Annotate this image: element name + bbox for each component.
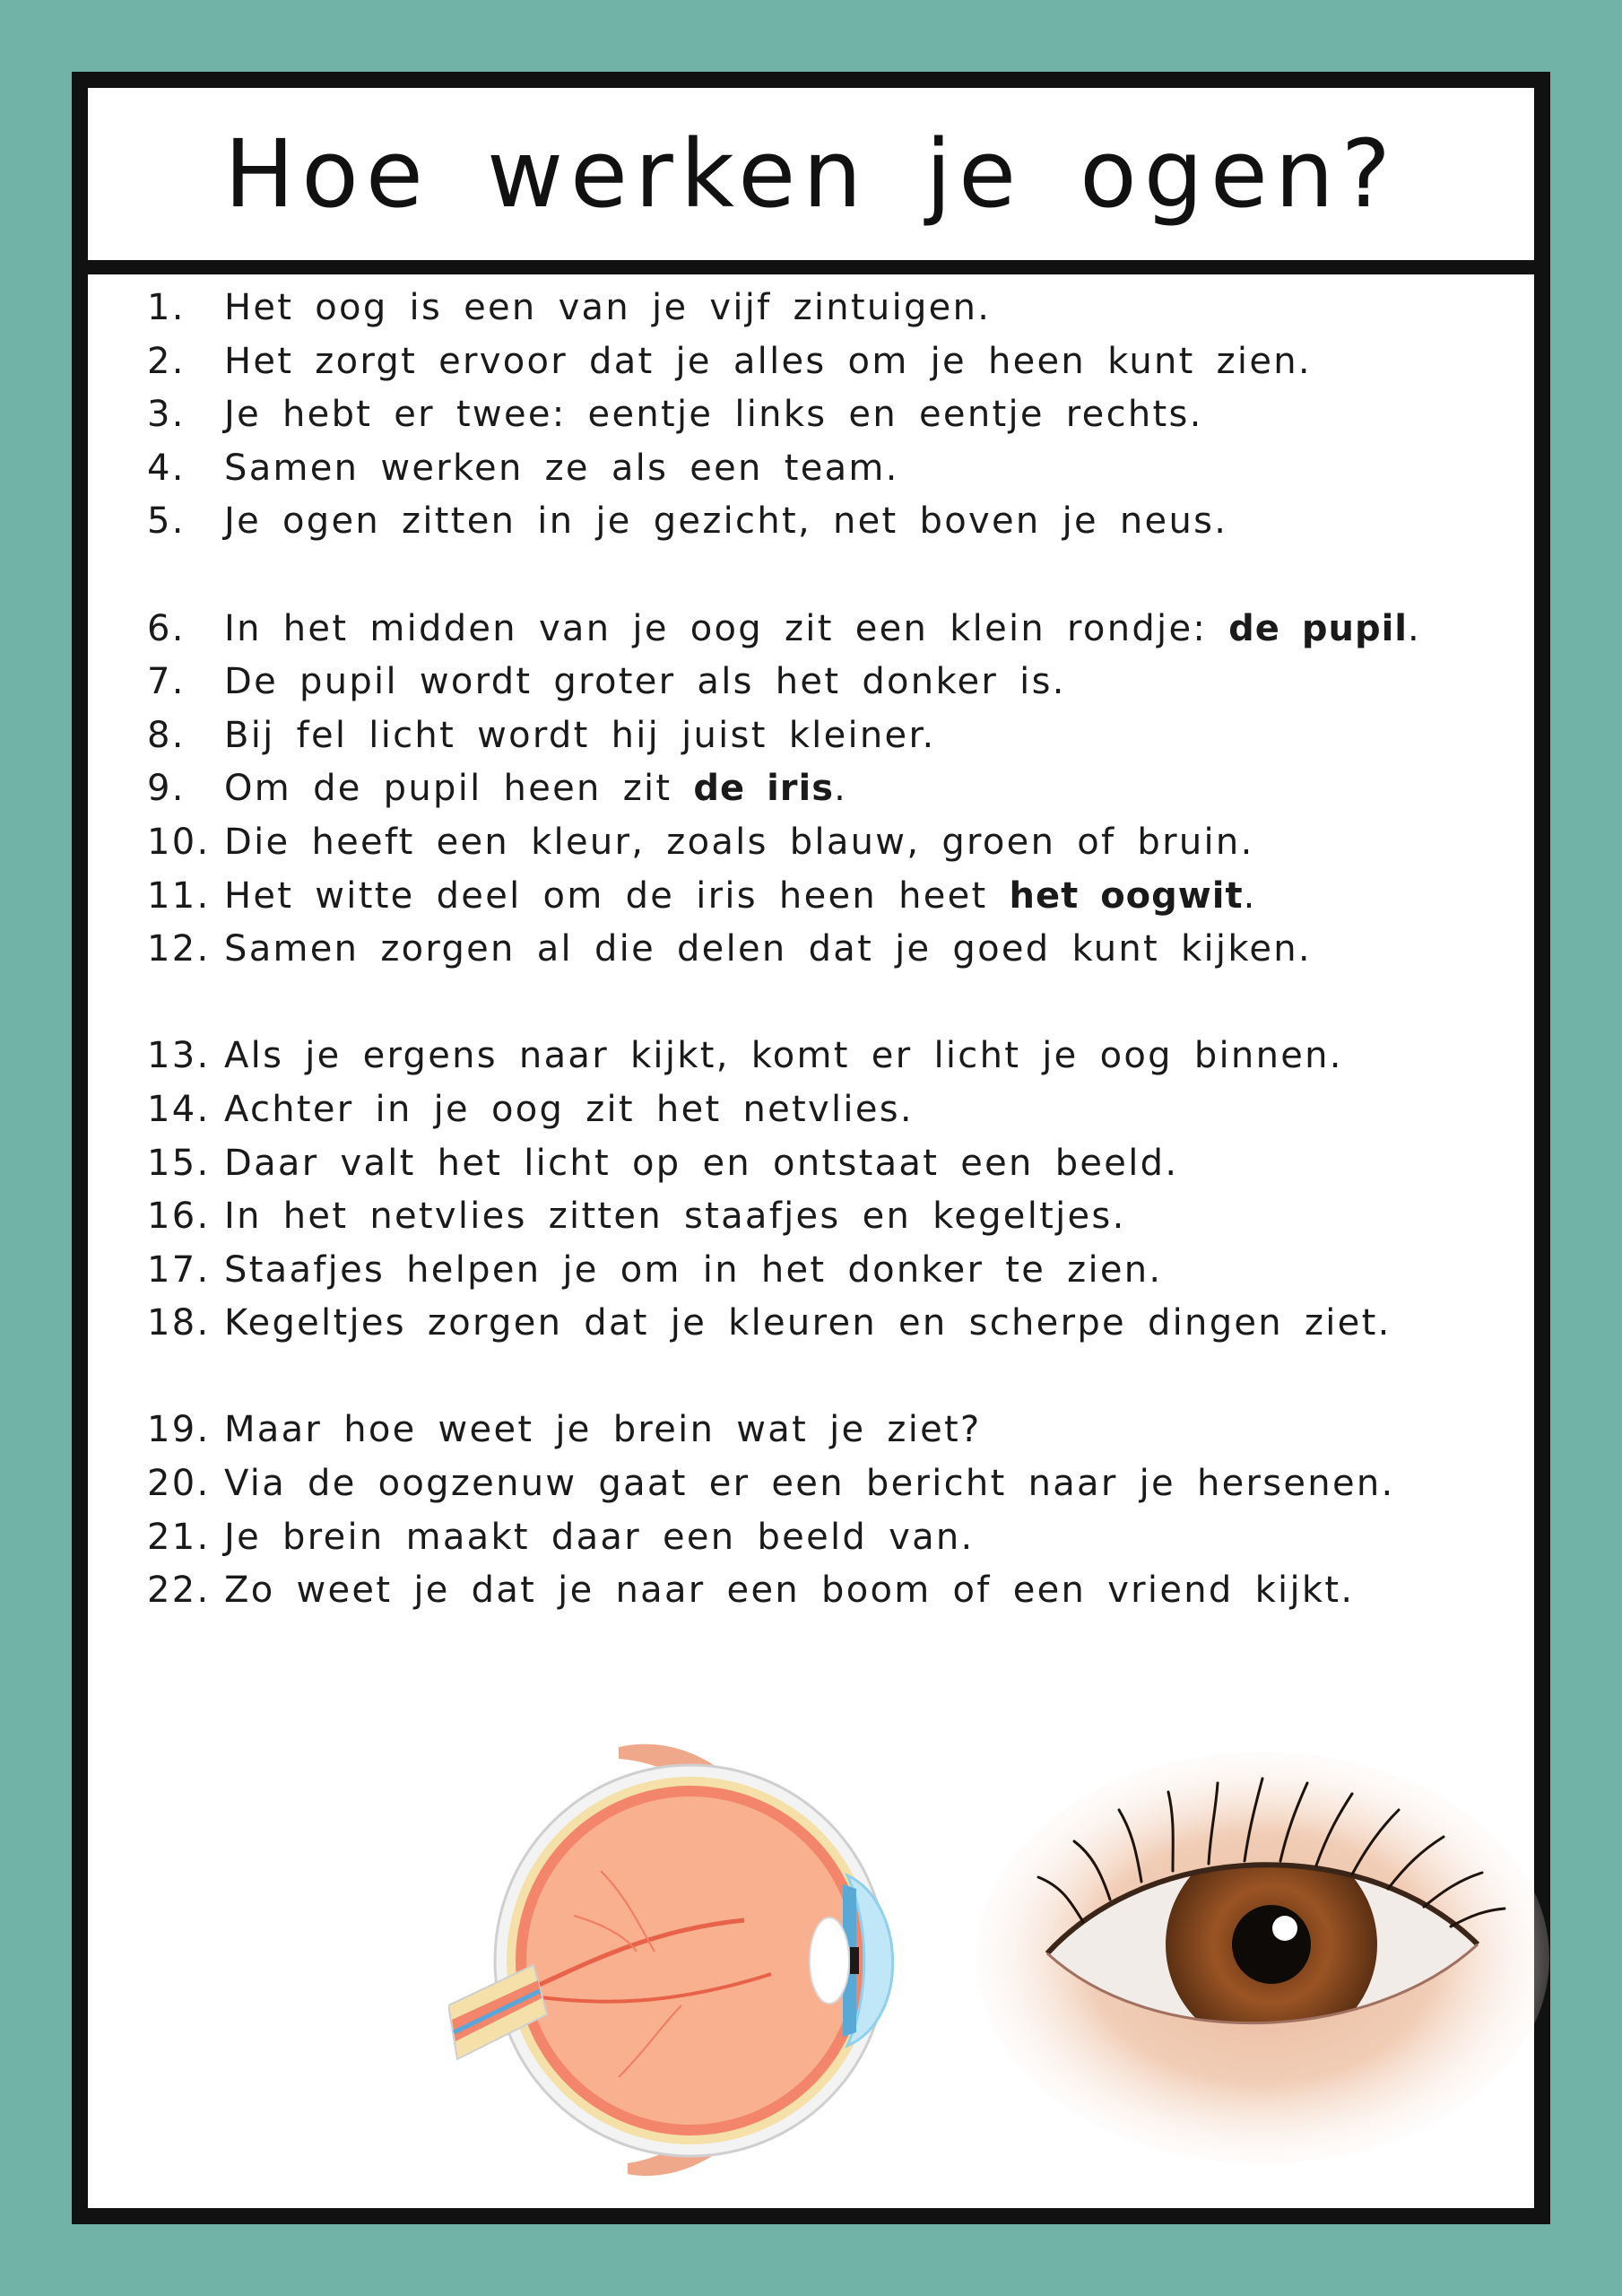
sentence-text [224,768,847,809]
sentence-line [147,661,1498,715]
sentence-part: Maar hoe weet je brein wat je ziet? [224,1409,982,1451]
sentence-number: 16. [147,1196,211,1238]
sentence-text [224,448,899,489]
sentence-text [224,341,1312,382]
sentence-part: Staafjes helpen je om in het donker te zien. [224,1248,1163,1291]
sentence-number: 12. [147,928,211,970]
sentence-text [224,875,1257,917]
sentence-part: Het zorgt ervoor dat je alles om je heen kunt zien. [224,340,1312,382]
sentence-line [147,608,1498,662]
sentence-text [224,928,1312,970]
sentence-part: Om de pupil heen zit [224,768,694,810]
sentence-part: Het witte deel om de iris heen heet [224,874,1010,917]
sentence-line [147,448,1498,501]
sentence-number: 14. [147,1088,211,1130]
sentence-part: Als je ergens naar kijkt, komt er licht je oog binnen. [224,1035,1343,1077]
eye-cross-section-diagram [448,1736,1011,2185]
sentence-text [224,287,991,328]
sentence-text [224,1463,1395,1504]
sentence-part: De pupil wordt groter als het donker is. [224,661,1066,703]
sentence-number: 5. [147,500,186,543]
sentence-line [147,1570,1498,1623]
sentence-number: 7. [147,661,186,703]
sentence-text [224,1035,1343,1076]
sentence-number: 15. [147,1142,211,1184]
sentence-number: 1. [147,287,186,328]
sentence-number: 13. [147,1035,211,1077]
sentence-number: 2. [147,340,186,382]
sentence-text [224,661,1066,702]
sentence-text [224,394,1203,435]
sentence-line [147,500,1498,554]
sentence-line [147,1463,1498,1517]
sentence-line [147,341,1498,395]
sentence-part: Het oog is een van je vijf zintuigen. [224,287,992,328]
sentence-part: . [834,768,848,810]
sentence-number: 20. [147,1463,211,1505]
sentence-part: Je ogen zitten in je gezicht, net boven je neus. [224,500,1228,543]
sentence-line [147,768,1498,822]
sentence-part: Samen zorgen al die delen dat je goed kunt kijken. [224,928,1312,970]
sentence-list [147,287,1498,1623]
sentence-number: 8. [147,714,186,756]
sentence-text [224,1143,1178,1184]
bold-term: de pupil [1228,607,1409,649]
sentence-part: Je hebt er twee: eentje links en eentje rechts. [224,394,1203,436]
sentence-part: Bij fel licht wordt hij juist kleiner. [224,714,936,756]
page-title: Hoe werken je ogen? [224,119,1398,229]
sentence-text [224,500,1227,542]
sentence-text [224,1196,1126,1237]
sentence-line [147,1196,1498,1249]
sentence-number: 4. [147,447,186,489]
sentence-text [224,1409,982,1450]
title-box [88,88,1534,274]
sentence-number: 21. [147,1516,211,1558]
sentence-line [147,1409,1498,1463]
sentence-line [147,287,1498,341]
sentence-line [147,1249,1498,1303]
sentence-line [147,715,1498,769]
sentence-line [147,394,1498,448]
sentence-part: Via de oogzenuw gaat er een bericht naar je hersenen. [224,1463,1395,1505]
sentence-line [147,1517,1498,1570]
sentence-text [224,1302,1392,1344]
sentence-number: 9. [147,768,186,810]
sentence-part: Daar valt het licht op en ontstaat een beeld. [224,1142,1179,1184]
sentence-part: Samen werken ze als een team. [224,447,899,489]
sentence-line [147,1035,1498,1089]
sentence-number: 3. [147,394,186,436]
sentence-part: Je brein maakt daar een beeld van. [224,1516,975,1558]
group-spacer [147,982,1498,1036]
sentence-number: 6. [147,607,186,649]
sentence-text [224,1517,975,1558]
bold-term: de iris [693,768,835,810]
sentence-number: 11. [147,874,211,917]
sentence-number: 17. [147,1248,211,1291]
sentence-number: 18. [147,1302,211,1344]
sentence-line [147,822,1498,875]
sentence-part: Achter in je oog zit het netvlies. [224,1088,914,1130]
sentence-number: 22. [147,1570,211,1612]
sentence-part: In het netvlies zitten staafjes en kegeltjes. [224,1196,1126,1238]
sentence-line [147,1089,1498,1143]
sentence-text [224,1570,1354,1611]
sentence-text [224,608,1421,649]
sentence-part: Zo weet je dat je naar een boom of een vriend kijkt. [224,1570,1355,1612]
sentence-text [224,715,936,756]
sentence-text [224,1249,1162,1291]
sentence-text [224,822,1254,863]
sentence-part: Kegeltjes zorgen dat je kleuren en scherpe dingen ziet. [224,1302,1392,1344]
group-spacer [147,1356,1498,1410]
sentence-line [147,1143,1498,1196]
worksheet [72,72,1550,2224]
sentence-part: . [1408,607,1422,649]
sentence-line [147,875,1498,929]
sentence-part: . [1243,874,1257,917]
sentence-line [147,928,1498,982]
sentence-text [224,1089,914,1130]
sentence-part: In het midden van je oog zit een klein rondje: [224,607,1229,649]
sentence-part: Die heeft een kleur, zoals blauw, groen of bruin. [224,821,1254,863]
sentence-number: 10. [147,821,211,863]
sentence-number: 19. [147,1409,211,1451]
eye-photo [976,1720,1549,2205]
sentence-line [147,1302,1498,1356]
bold-term: het oogwit [1009,874,1244,917]
group-spacer [147,554,1498,608]
